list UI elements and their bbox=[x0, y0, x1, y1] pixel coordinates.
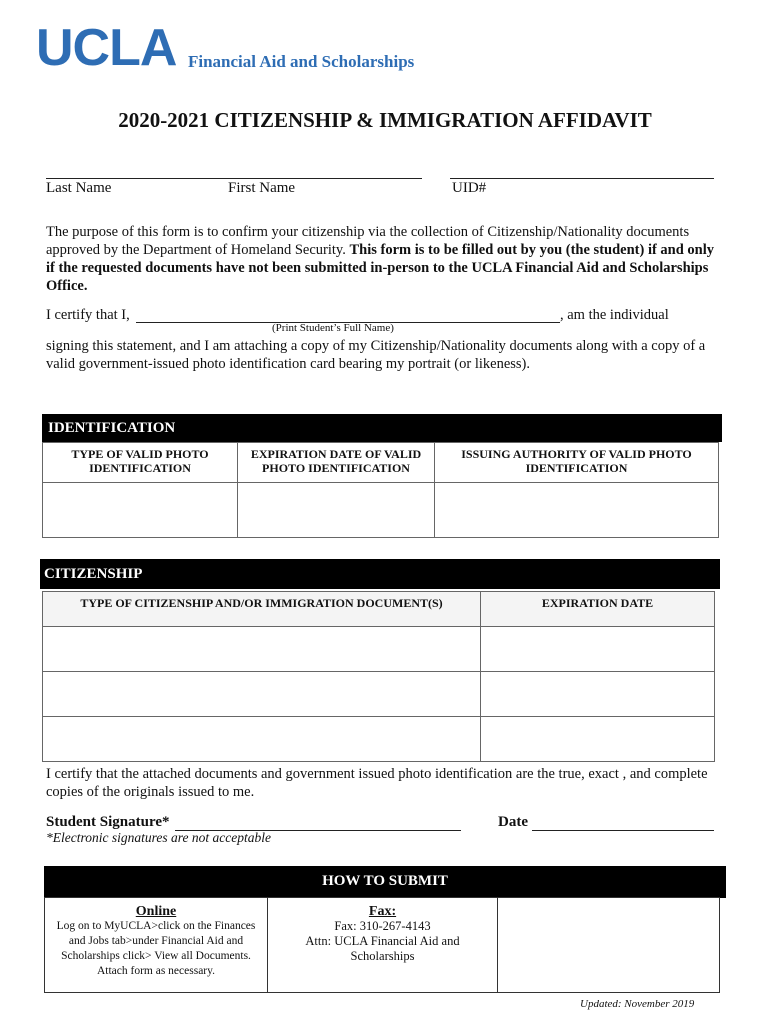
fax-option bbox=[268, 898, 498, 992]
identification-table bbox=[42, 442, 719, 538]
cit-document-cell-2[interactable] bbox=[43, 672, 481, 717]
first-name-label: First Name bbox=[228, 180, 296, 196]
online-line-2: and Jobs tab>under Financial Aid and bbox=[68, 935, 244, 947]
updated-date: Updated: November 2019 bbox=[580, 998, 695, 1010]
fax-title: Fax: bbox=[368, 904, 397, 919]
name-underline[interactable] bbox=[46, 178, 422, 179]
date-label: Date bbox=[498, 814, 528, 830]
uid-label: UID# bbox=[452, 180, 487, 196]
purpose-bold-text: This form is to be filled out by you (the student) if and only if the requested documents have not been submitted in-person to the UCLA Financial Aid and Scholarships Office. bbox=[46, 242, 715, 294]
cit-expiration-cell-3[interactable] bbox=[481, 717, 715, 762]
id-col-type: TYPE OF VALID PHOTO IDENTIFICATION bbox=[43, 443, 238, 483]
citizenship-table bbox=[42, 591, 715, 762]
ucla-logo: UCLA bbox=[36, 19, 177, 77]
cit-col-expiration: EXPIRATION DATE bbox=[481, 592, 715, 627]
online-line-3: Scholarships click> View all Documents. bbox=[61, 950, 251, 962]
id-col-expiration: EXPIRATION DATE OF VALID PHOTO IDENTIFICATION bbox=[238, 443, 435, 483]
fax-number: Fax: 310-267-4143 bbox=[334, 919, 431, 933]
id-expiration-cell[interactable] bbox=[238, 483, 435, 538]
citizenship-heading: CITIZENSHIP bbox=[40, 559, 720, 589]
certify-prefix: I certify that I, bbox=[46, 307, 130, 323]
online-option bbox=[45, 898, 268, 992]
cit-expiration-cell-2[interactable] bbox=[481, 672, 715, 717]
certify-continuation: signing this statement, and I am attaching a copy of my Citizenship/Nationality documents along with a copy of a valid government-issued photo identification card bearing my portrait (or likeness). bbox=[46, 338, 706, 372]
cit-document-cell-1[interactable] bbox=[43, 627, 481, 672]
fax-attn-2: Scholarships bbox=[350, 949, 415, 963]
submit-options-box bbox=[44, 897, 720, 993]
office-name: Financial Aid and Scholarships bbox=[188, 52, 415, 71]
id-authority-cell[interactable] bbox=[435, 483, 719, 538]
cit-expiration-cell-1[interactable] bbox=[481, 627, 715, 672]
print-name-hint: (Print Student’s Full Name) bbox=[272, 322, 394, 334]
attestation-text: I certify that the attached documents and government issued photo identification are the true, exact , and complete copies of the originals issued to me. bbox=[46, 766, 708, 800]
cit-document-cell-3[interactable] bbox=[43, 717, 481, 762]
date-line[interactable] bbox=[532, 830, 714, 831]
last-name-label: Last Name bbox=[46, 180, 112, 196]
online-line-4: Attach form as necessary. bbox=[96, 965, 216, 977]
online-line-1: Log on to MyUCLA>click on the Finances bbox=[56, 920, 256, 932]
fax-attn: Attn: UCLA Financial Aid and bbox=[305, 934, 460, 948]
signature-note: *Electronic signatures are not acceptable bbox=[46, 830, 271, 845]
id-type-cell[interactable] bbox=[43, 483, 238, 538]
cit-col-document: TYPE OF CITIZENSHIP AND/OR IMMIGRATION DOCUMENT(S) bbox=[43, 592, 481, 627]
certify-suffix: , am the individual bbox=[560, 307, 669, 323]
uid-underline[interactable] bbox=[450, 178, 714, 179]
how-to-submit-heading: HOW TO SUBMIT bbox=[44, 866, 726, 898]
purpose-paragraph bbox=[46, 223, 726, 295]
id-col-authority: ISSUING AUTHORITY OF VALID PHOTO IDENTIFICATION bbox=[435, 443, 719, 483]
signature-label: Student Signature* bbox=[46, 814, 170, 830]
online-title: Online bbox=[135, 904, 177, 919]
identification-heading: IDENTIFICATION bbox=[42, 414, 722, 442]
form-title: 2020-2021 CITIZENSHIP & IMMIGRATION AFFIDAVIT bbox=[118, 108, 652, 132]
blank-option bbox=[498, 898, 719, 992]
purpose-text: The purpose of this form is to confirm your citizenship via the collection of Citizenship/Nationality documents approved by the Department of Homeland Security. bbox=[46, 224, 690, 258]
